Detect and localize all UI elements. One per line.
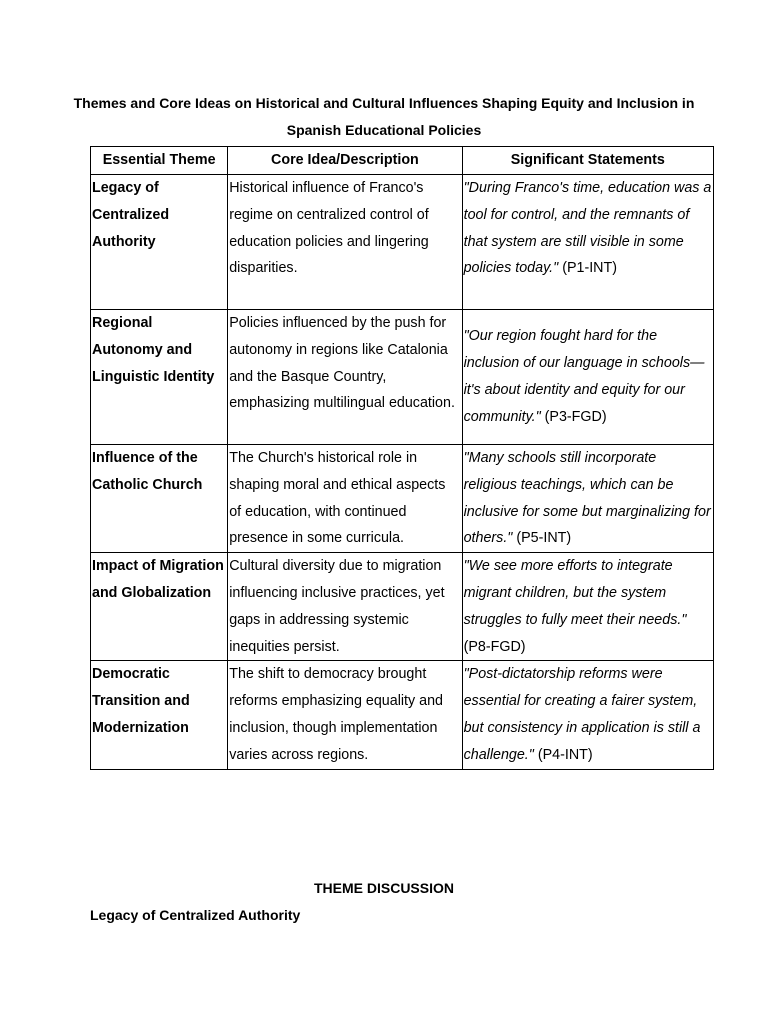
statement-quote: "Our region fought hard for the inclusion of our language in schools—it's about identity and equity for our community." [463,328,705,425]
description-cell: Historical influence of Franco's regime on centralized control of education policies and lingering disparities. [228,175,462,310]
table-row [91,310,714,445]
theme-cell: Impact of Migration and Globalization [91,553,228,661]
statement-source: (P5-INT) [512,530,572,547]
section-subheading: Legacy of Centralized Authority [90,907,301,923]
table-header-row [91,147,714,175]
table-row [91,175,714,310]
statement-cell [462,661,713,769]
statement-source: (P1-INT) [558,260,617,277]
statement-quote: "Post-dictatorship reforms were essential for creating a fairer system, but consistency in application is still a challenge." [463,666,701,763]
page-title: Themes and Core Ideas on Historical and Cultural Influences Shaping Equity and Inclusion in Spanish Educational Policies [73,95,695,138]
theme-cell: Legacy of Centralized Authority [91,175,228,310]
statement-source: (P4-INT) [533,746,593,763]
statement-cell [462,445,713,553]
theme-cell: Regional Autonomy and Linguistic Identity [91,310,228,445]
statement-cell [462,553,713,661]
header-significant-statements: Significant Statements [462,147,713,175]
description-cell: The Church's historical role in shaping moral and ethical aspects of education, with continued presence in some curricula. [228,445,462,553]
header-essential-theme: Essential Theme [91,147,228,175]
statement-quote: "During Franco's time, education was a tool for control, and the remnants of that system are still visible in some policies today." [463,180,712,277]
description-cell: Policies influenced by the push for autonomy in regions like Catalonia and the Basque Country, emphasizing multilingual education. [228,310,462,445]
statement-source: (P8-FGD) [463,638,526,655]
description-cell: The shift to democracy brought reforms emphasizing equality and inclusion, though implementation varies across regions. [228,661,462,769]
theme-cell: Influence of the Catholic Church [91,445,228,553]
themes-table [90,146,714,770]
description-cell: Cultural diversity due to migration influencing inclusive practices, yet gaps in addressing systemic inequities persist. [228,553,462,661]
header-core-idea: Core Idea/Description [228,147,462,175]
statement-quote: "Many schools still incorporate religious teachings, which can be inclusive for some but marginalizing for others." [463,450,711,547]
table-row [91,445,714,553]
statement-source: (P3-FGD) [540,408,607,425]
statement-cell [462,175,713,310]
table-row [91,661,714,769]
table-row [91,553,714,661]
section-heading: THEME DISCUSSION [313,880,454,896]
theme-cell: Democratic Transition and Modernization [91,661,228,769]
statement-quote: "We see more efforts to integrate migrant children, but the system struggles to fully meet their needs." [463,558,687,628]
statement-cell [462,310,713,445]
